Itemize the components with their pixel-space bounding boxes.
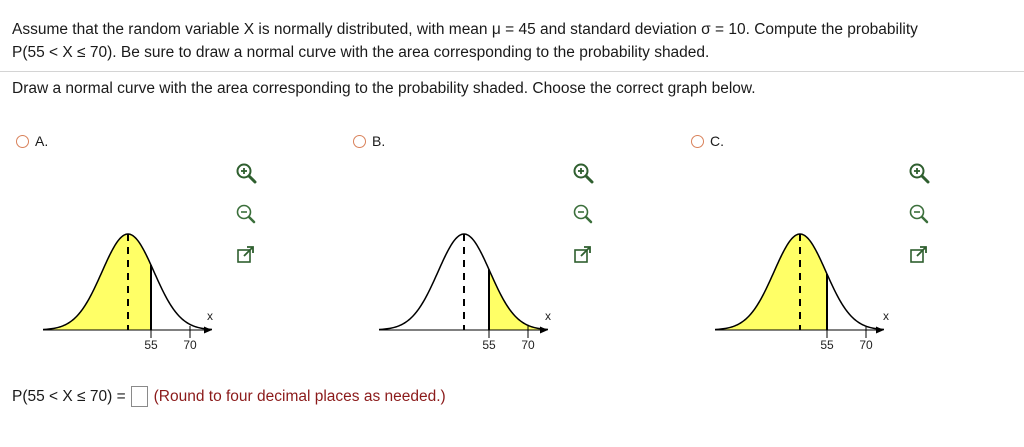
radio-button-c[interactable] [691, 135, 704, 148]
axis-label-x-b: x [545, 309, 551, 323]
graph-a-tools [233, 160, 261, 283]
radio-button-a[interactable] [16, 135, 29, 148]
tick-label-55-a: 55 [144, 338, 158, 352]
shade-region-b [489, 270, 540, 330]
divider [0, 71, 1024, 72]
option-c-label: C. [710, 133, 724, 149]
x-axis-arrow-c [876, 327, 884, 334]
zoom-out-icon[interactable] [570, 201, 596, 227]
graph-b-tools [570, 160, 598, 283]
answer-row [12, 386, 446, 407]
x-axis-arrow-a [204, 327, 212, 334]
graph-b-svg [364, 210, 564, 360]
instruction-text: Draw a normal curve with the area corresponding to the probability shaded. Choose the correct graph below. [12, 80, 756, 97]
popout-icon[interactable] [570, 242, 596, 268]
zoom-out-icon[interactable] [906, 201, 932, 227]
answer-note: (Round to four decimal places as needed.) [153, 387, 446, 405]
tick-label-70-b: 70 [521, 338, 535, 352]
popout-icon[interactable] [233, 242, 259, 268]
x-axis-arrow-b [540, 327, 548, 334]
option-a-label: A. [35, 133, 49, 149]
graph-c [700, 210, 900, 360]
question-text [12, 18, 1012, 64]
answer-prefix: P(55 < X ≤ 70) = [12, 387, 126, 405]
popout-icon[interactable] [906, 242, 932, 268]
zoom-in-icon[interactable] [233, 160, 259, 186]
zoom-out-icon[interactable] [233, 201, 259, 227]
graph-a [28, 210, 228, 360]
graph-c-tools [906, 160, 934, 283]
axis-label-x-c: x [883, 309, 889, 323]
axis-label-x-a: x [207, 309, 213, 323]
tick-label-70-a: 70 [183, 338, 197, 352]
radio-button-b[interactable] [353, 135, 366, 148]
option-c-radio[interactable] [691, 133, 724, 149]
option-b-label: B. [372, 133, 386, 149]
graph-a-svg [28, 210, 228, 360]
question-line-2: P(55 < X ≤ 70). Be sure to draw a normal curve with the area corresponding to the probability shaded. [12, 44, 710, 61]
tick-label-55-b: 55 [482, 338, 496, 352]
question-line-1: Assume that the random variable X is normally distributed, with mean μ = 45 and standard deviation σ = 10. Compute the probability [12, 21, 918, 38]
option-a-radio[interactable] [16, 133, 48, 149]
tick-label-55-c: 55 [820, 338, 834, 352]
graph-c-svg [700, 210, 900, 360]
shade-region-c [715, 234, 827, 330]
option-b-radio[interactable] [353, 133, 385, 149]
answer-input[interactable] [131, 386, 148, 407]
zoom-in-icon[interactable] [906, 160, 932, 186]
zoom-in-icon[interactable] [570, 160, 596, 186]
graph-b [364, 210, 564, 360]
tick-label-70-c: 70 [859, 338, 873, 352]
